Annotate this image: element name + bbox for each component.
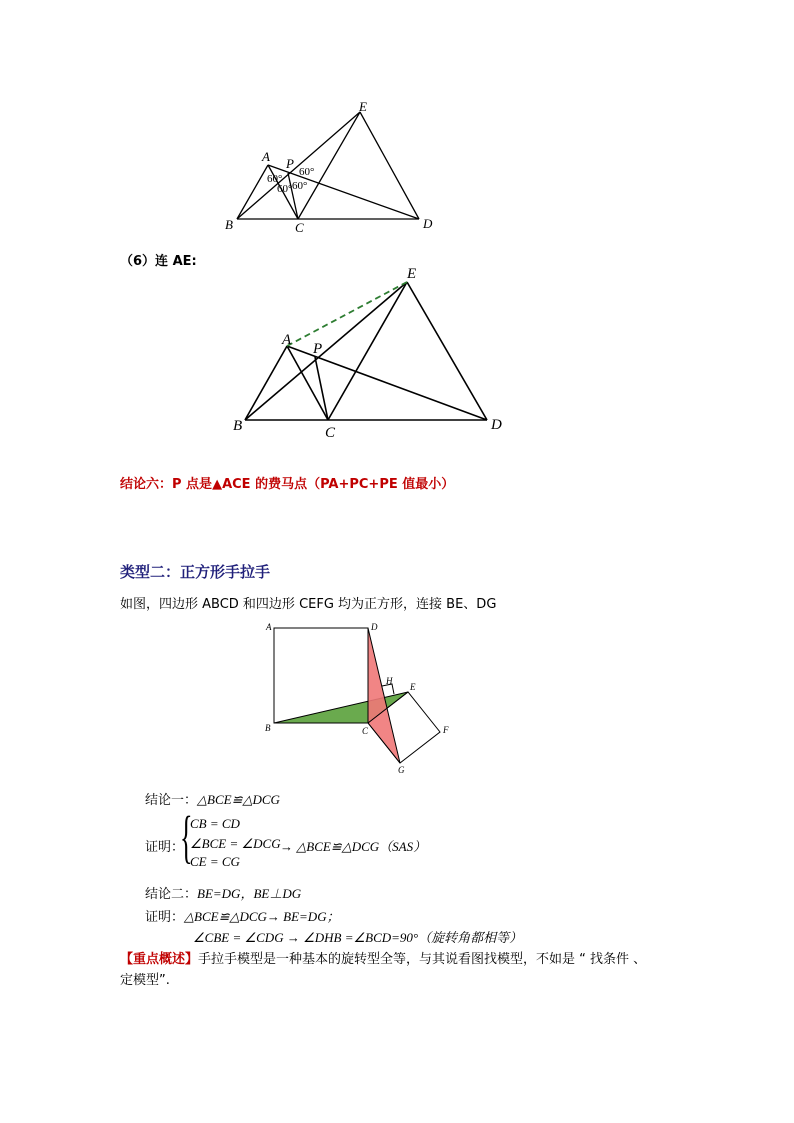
label-a: A (262, 149, 270, 164)
line-be (245, 282, 407, 420)
proof-two-line2: ∠CBE = ∠CDG → ∠DHB =∠BCD=90°（旋转角都相等） (193, 930, 523, 945)
result-one-label: 结论一： (145, 793, 198, 808)
angle-label: 60° (292, 180, 308, 192)
label-e: E (359, 99, 367, 114)
key-summary-text1: 手拉手模型是一种基本的旋转型全等，与其说看图找模型，不如是 “ 找条件 、 (198, 952, 647, 967)
key-summary-line2: 定模型”. (120, 973, 170, 988)
label-c: C (362, 726, 369, 736)
result-one (145, 789, 280, 808)
angle-label: 60° (299, 166, 315, 178)
type2-intro: 如图，四边形 ABCD 和四边形 CEFG 均为正方形，连接 BE、DG (120, 597, 497, 612)
line-pc (315, 357, 328, 420)
conclusion-six (120, 473, 454, 492)
proof-two (145, 906, 340, 925)
label-a: A (266, 622, 272, 632)
figure-fermat-point-large (225, 262, 515, 442)
angle-label: 60° (267, 173, 283, 185)
label-b: B (265, 723, 271, 733)
proof-two-label: 证明： (145, 910, 185, 925)
conclusion-six-prefix: 结论六：P 点是 (120, 477, 213, 492)
type2-heading: 类型二：正方形手拉手 (120, 563, 271, 581)
triangle-symbol: ▲ (212, 477, 223, 492)
label-h: H (386, 676, 393, 686)
angle-label: 60° (277, 183, 293, 195)
label-p: P (313, 341, 323, 357)
label-p: P (286, 156, 294, 171)
label-d: D (371, 622, 378, 632)
step6-heading: （6）连 AE: (120, 254, 197, 269)
proof-one-line2: ∠BCE = ∠DCG (190, 836, 281, 851)
result-two-label: 结论二： (145, 887, 198, 902)
figure-fermat-point-small (220, 98, 440, 238)
label-c: C (295, 220, 304, 235)
label-a: A (282, 332, 292, 348)
result-two (145, 883, 301, 902)
proof-one-line1: CB = CD (190, 816, 240, 831)
label-e: E (407, 266, 417, 282)
proof-one-label: 证明： (145, 840, 185, 855)
label-d: D (491, 417, 502, 433)
line-ed (360, 112, 419, 219)
line-ed (407, 282, 487, 420)
label-b: B (233, 418, 243, 434)
result-one-expr: △BCE≌△DCG (197, 792, 280, 807)
conclusion-six-suffix: ACE 的费马点（PA+PC+PE 值最小） (222, 477, 455, 492)
line-ac (287, 346, 328, 420)
result-two-expr: BE=DG，BE⊥DG (197, 886, 302, 901)
label-d: D (423, 216, 433, 231)
key-summary-tag: 【重点概述】 (120, 952, 199, 967)
figure-square-hand-in-hand (260, 615, 460, 780)
line-ba (245, 346, 287, 420)
proof-one-arrow: → △BCE≌△DCG（SAS） (280, 839, 427, 854)
proof-one-line3: CE = CG (190, 854, 240, 869)
label-g: G (398, 765, 405, 775)
proof-two-line1: △BCE≌△DCG→ BE=DG； (184, 909, 340, 924)
label-b: B (225, 217, 233, 232)
line-ad (287, 346, 487, 420)
key-summary-line1 (120, 948, 646, 967)
brace-icon: { (180, 804, 193, 869)
line-ba (237, 165, 268, 219)
label-c: C (325, 425, 336, 441)
label-e: E (410, 682, 416, 692)
label-f: F (443, 725, 449, 735)
